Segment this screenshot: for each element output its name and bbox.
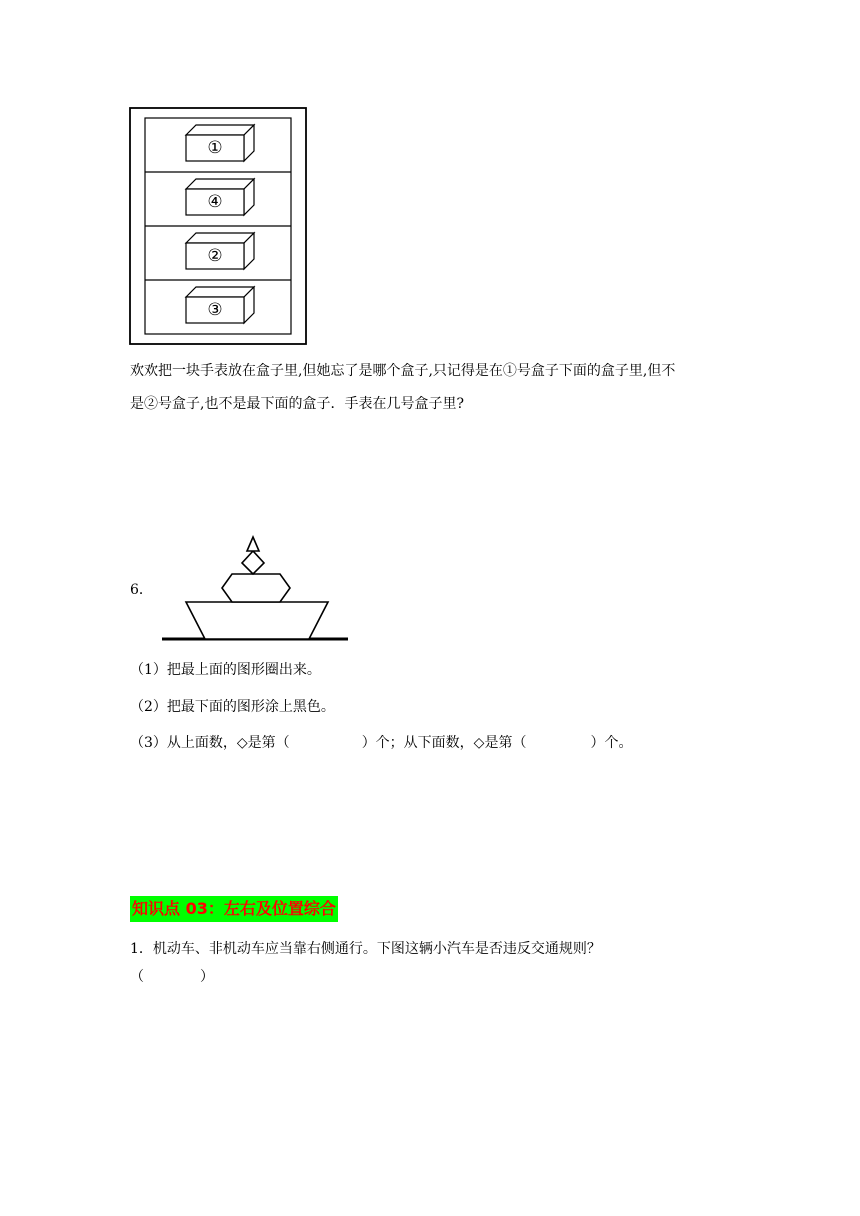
diamond-shape (242, 551, 264, 574)
problem6-q2: （2）把最下面的图形涂上黑色。 (130, 699, 335, 715)
problem6-number: 6． (130, 582, 153, 598)
hexagon-shape (222, 574, 290, 602)
stacked-shapes-figure (160, 532, 352, 644)
section-heading: 知识点 03：左右及位置综合 (130, 896, 338, 922)
triangle-shape (247, 537, 259, 551)
box-label-4: ③ (207, 300, 223, 320)
answer-close-paren: ） (200, 969, 214, 985)
problem6-q1: （1）把最上面的图形圈出来。 (130, 662, 321, 678)
box-label-2: ④ (207, 192, 223, 212)
problem5-text-line1: 欢欢把一块手表放在盒子里,但她忘了是哪个盒子,只记得是在①号盒子下面的盒子里,但不 (130, 363, 676, 379)
problem6-q3-part-c: ）个。 (590, 735, 633, 751)
section-q1: 1．机动车、非机动车应当靠右侧通行。下图这辆小汽车是否违反交通规则？ (130, 941, 601, 957)
problem5-text-line2: 是②号盒子,也不是最下面的盒子．手表在几号盒子里? (130, 396, 464, 412)
box-label-1: ① (207, 138, 223, 158)
box-label-3: ② (207, 246, 223, 266)
problem6-q3-part-a: （3）从上面数，◇是第（ (130, 735, 290, 751)
problem6-q3-part-b: ）个；从下面数，◇是第（ (361, 735, 527, 751)
answer-open-paren: （ (130, 969, 144, 985)
trapezoid-shape (186, 602, 328, 639)
problem6-q3 (130, 733, 632, 753)
section-q1-answer (130, 967, 214, 987)
